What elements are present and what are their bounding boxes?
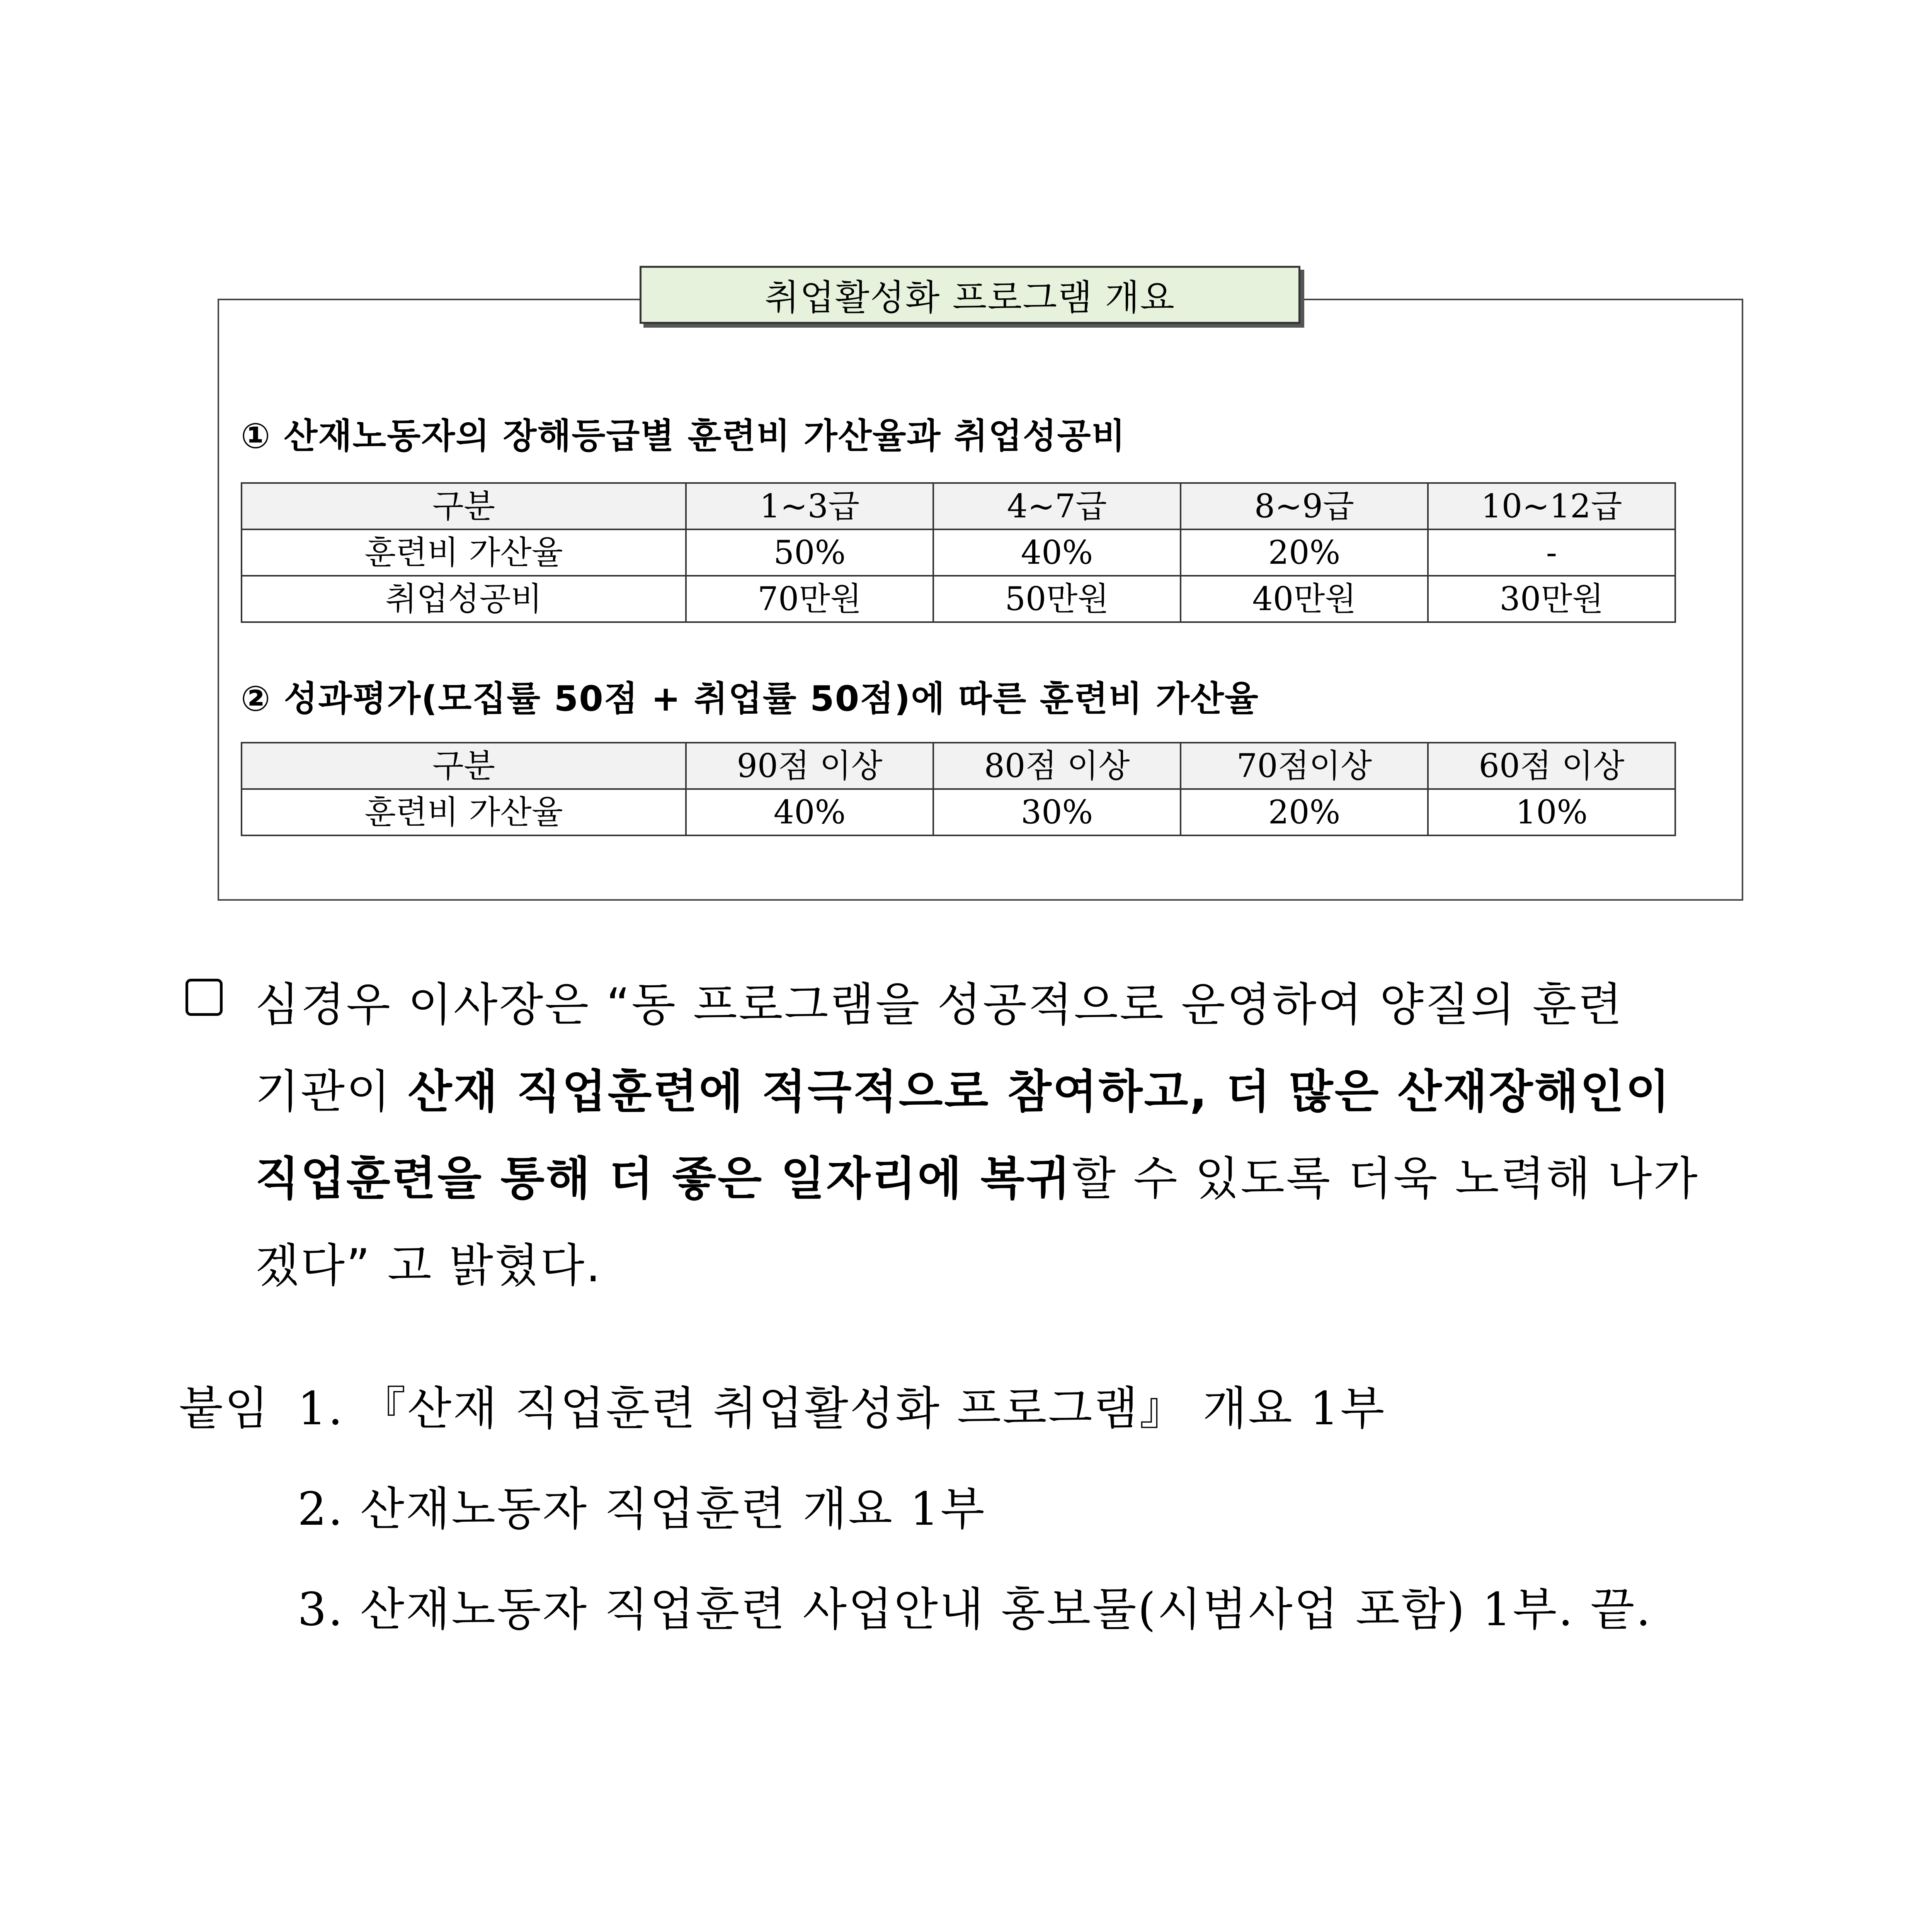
table-header-cell: 60점 이상: [1428, 743, 1675, 789]
table-row: [242, 529, 1675, 576]
table-cell: 70만원: [686, 576, 933, 622]
table-header-cell: 구분: [242, 483, 686, 529]
table-cell: 40%: [933, 529, 1181, 576]
table-row: [242, 789, 1675, 835]
quote-line-1: 심경우 이사장은 “동 프로그램을 성공적으로 운영하여 양질의 훈련: [255, 978, 1624, 1031]
quote-line-3: [255, 1142, 1699, 1208]
table-cell: 20%: [1181, 529, 1428, 576]
table-cell: 30%: [933, 789, 1181, 835]
attachment-item: 2. 산재노동자 직업훈련 개요 1부: [298, 1482, 986, 1536]
quote-line-2-normal: 기관이: [255, 1065, 408, 1118]
table-header-cell: 구분: [242, 743, 686, 789]
quote-line-3-bold: 직업훈련을 통해 더 좋은 일자리에 복귀: [255, 1152, 1072, 1205]
table-header-cell: 4~7급: [933, 483, 1181, 529]
bullet-box-icon: [185, 979, 223, 1016]
program-overview-title: 취업활성화 프로그램 개요: [640, 266, 1300, 324]
table-cell: 50만원: [933, 576, 1181, 622]
table-cell: 50%: [686, 529, 933, 576]
section2-heading: ② 성과평가(모집률 50점 + 취업률 50점)에 따른 훈련비 가산율: [241, 679, 1259, 719]
attachment-item: 3. 산재노동자 직업훈련 사업안내 홍보물(시범사업 포함) 1부. 끝.: [298, 1583, 1652, 1636]
table-cell: 20%: [1181, 789, 1428, 835]
table-cell: 40%: [686, 789, 933, 835]
table-cell: 훈련비 가산율: [242, 529, 686, 576]
table-row: [242, 576, 1675, 622]
table-cell: 10%: [1428, 789, 1675, 835]
table-header-cell: 90점 이상: [686, 743, 933, 789]
table-header-row: [242, 743, 1675, 789]
table-header-cell: 1~3급: [686, 483, 933, 529]
table-cell: 30만원: [1428, 576, 1675, 622]
table-cell: 훈련비 가산율: [242, 789, 686, 835]
table-cell: 취업성공비: [242, 576, 686, 622]
table-header-row: [242, 483, 1675, 529]
table-header-cell: 70점이상: [1181, 743, 1428, 789]
section1-heading: ① 산재노동자의 장해등급별 훈련비 가산율과 취업성공비: [241, 416, 1126, 456]
attachments-lead: 붙임: [179, 1382, 270, 1435]
quote-line-2: [255, 1055, 1671, 1121]
quote-line-3-normal: 할 수 있도록 더욱 노력해 나가: [1072, 1152, 1699, 1205]
table-cell: 40만원: [1181, 576, 1428, 622]
table-cell: -: [1428, 529, 1675, 576]
quote-line-2-bold: 산재 직업훈련에 적극적으로 참여하고, 더 많은 산재장해인이: [408, 1065, 1671, 1118]
performance-rate-table: [241, 742, 1676, 836]
table-header-cell: 8~9급: [1181, 483, 1428, 529]
table-header-cell: 10~12급: [1428, 483, 1675, 529]
quote-line-4: 겠다” 고 밝혔다.: [255, 1239, 602, 1292]
table-header-cell: 80점 이상: [933, 743, 1181, 789]
attachment-item: 1. 『산재 직업훈련 취업활성화 프로그램』 개요 1부: [298, 1382, 1386, 1435]
grade-rate-table: [241, 482, 1676, 623]
